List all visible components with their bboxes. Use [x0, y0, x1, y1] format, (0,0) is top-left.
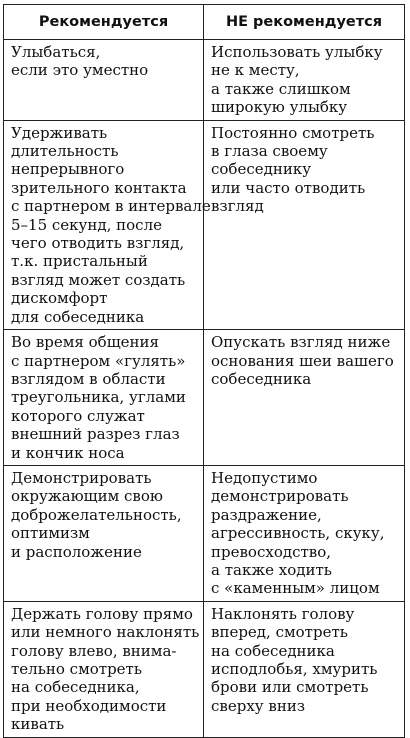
cell-not-recommended: [204, 601, 405, 737]
cell-recommended: [4, 40, 204, 121]
header-row: [4, 5, 405, 40]
cell-text-line: Опускать взгляд ниже: [211, 333, 391, 352]
cell-text-line: доброжелательность,: [11, 505, 182, 524]
header-not-recommended: НЕ рекомендуется: [204, 5, 405, 40]
cell-text-line: на собеседника,: [11, 678, 140, 697]
cell-text-line: на собеседника: [211, 641, 335, 660]
cell-text-line: Улыбаться,: [11, 43, 101, 61]
cell-text-line: демонстрировать: [211, 487, 349, 506]
cell-text-line: кивать: [11, 715, 65, 734]
cell-text-line: зрительного контакта: [11, 178, 187, 197]
cell-text-line: длительность: [11, 142, 119, 161]
cell-text-line: не к месту,: [211, 61, 300, 80]
cell-text-line: тельно смотреть: [11, 660, 143, 678]
cell-text-line: т.к. пристальный: [11, 252, 148, 271]
cell-text-line: взгляд может создать: [11, 270, 186, 289]
cell-text-line: а также слишком: [211, 79, 351, 98]
table-row: [4, 330, 405, 466]
cell-text-line: треугольника, углами: [11, 388, 186, 407]
cell-text-line: Во время общения: [11, 333, 159, 352]
cell-text-line: с партнером в интервале: [11, 197, 211, 216]
cell-text-line: раздражение,: [211, 505, 322, 524]
cell-text-line: которого служат: [11, 406, 145, 425]
cell-text-line: и кончик носа: [11, 443, 125, 462]
cell-text-line: если это уместно: [11, 61, 149, 80]
cell-not-recommended: [204, 465, 405, 601]
cell-text-line: в глаза своему: [211, 142, 328, 161]
table-row: [4, 601, 405, 737]
cell-text-line: Демонстрировать: [11, 468, 152, 487]
cell-recommended: [4, 120, 211, 329]
cell-text-line: или немного наклонять: [11, 623, 200, 642]
table-row: [4, 40, 405, 121]
cell-text-line: Наклонять голову: [211, 604, 355, 623]
cell-text-line: с «каменным» лицом: [211, 579, 380, 598]
cell-text-line: при необходимости: [11, 696, 167, 715]
cell-text-line: собеседника: [211, 369, 312, 388]
cell-text-line: собеседнику: [211, 160, 312, 179]
cell-text-line: внешний разрез глаз: [11, 425, 180, 444]
header-recommended: Рекомендуется: [4, 5, 204, 40]
cell-text-line: брови или смотреть: [211, 678, 369, 697]
cell-text-line: чего отводить взгляд,: [11, 234, 185, 253]
cell-text-line: Держать голову прямо: [11, 604, 193, 623]
cell-text-line: агрессивность, скуку,: [211, 524, 385, 543]
cell-not-recommended: [204, 40, 405, 121]
cell-text-line: взглядом в области: [11, 369, 166, 388]
cell-text-line: превосходство,: [211, 542, 332, 561]
recommendations-table: [3, 4, 405, 738]
cell-recommended: [4, 601, 204, 737]
cell-text-line: Постоянно смотреть: [211, 123, 375, 142]
cell-not-recommended: [204, 330, 405, 466]
cell-text-line: широкую улыбку: [211, 98, 348, 117]
cell-text-line: Удерживать: [11, 123, 108, 142]
cell-text-line: исподлобья, хмурить: [211, 660, 378, 678]
cell-text-line: голову влево, внима-: [11, 641, 177, 660]
cell-text-line: взгляд: [211, 197, 264, 216]
cell-text-line: окружающим свою: [11, 487, 163, 506]
cell-text-line: 5–15 секунд, после: [11, 215, 162, 234]
cell-recommended: [4, 465, 204, 601]
table-row: [4, 465, 405, 601]
cell-text-line: основания шеи вашего: [211, 351, 394, 370]
cell-text-line: или часто отводить: [211, 178, 366, 197]
cell-text-line: и расположение: [11, 542, 142, 561]
cell-text-line: вперед, смотреть: [211, 623, 348, 642]
cell-text-line: оптимизм: [11, 524, 90, 543]
cell-text-line: а также ходить: [211, 560, 332, 579]
cell-text-line: Недопустимо: [211, 468, 318, 487]
cell-text-line: для собеседника: [11, 307, 145, 326]
cell-text-line: с партнером «гулять»: [11, 351, 186, 370]
cell-not-recommended: [204, 120, 405, 329]
table-row: [4, 120, 405, 329]
cell-text-line: непрерывного: [11, 160, 125, 179]
cell-text-line: сверху вниз: [211, 696, 305, 715]
cell-text-line: дискомфорт: [11, 289, 108, 308]
cell-text-line: Использовать улыбку: [211, 43, 383, 61]
cell-recommended: [4, 330, 204, 466]
